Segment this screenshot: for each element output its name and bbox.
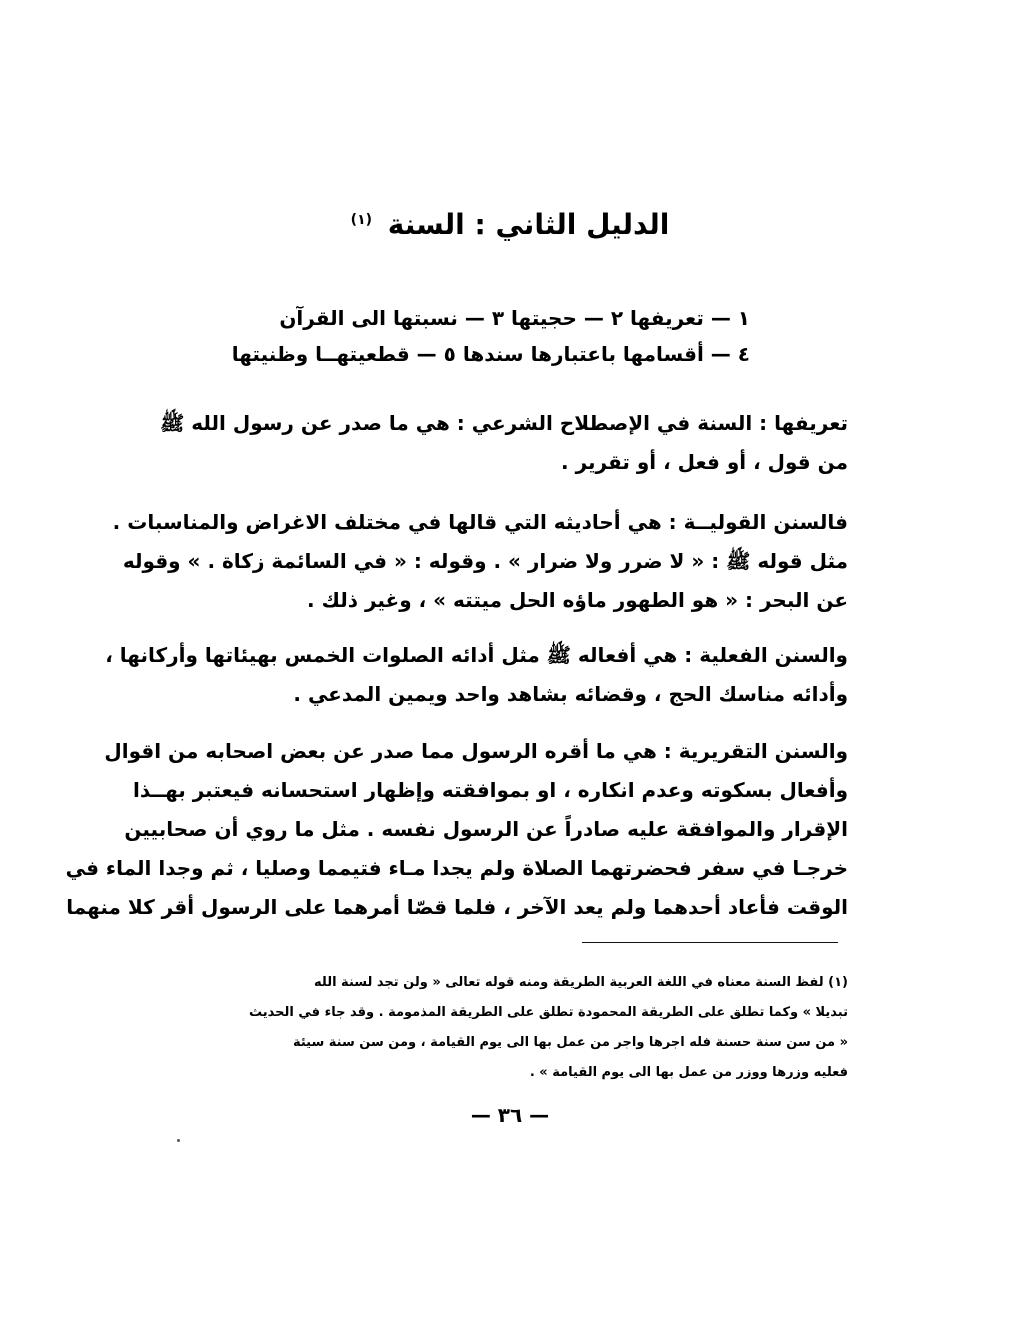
- text-line: والسنن الفعلية : هي أفعاله ﷺ مثل أدائه الصلوات الخمس بهيئاتها وأركانها ،: [105, 643, 848, 667]
- footnote: [183, 968, 848, 1088]
- text-line: الوقت فأعاد أحدهما ولم يعد الآخر ، فلما قصّا أمرهما على الرسول أقر كلا منهما: [66, 895, 848, 919]
- text-line: عن البحر : « هو الطهور ماؤه الحل ميتته » ، وغير ذلك .: [307, 588, 848, 612]
- topics-list: [231, 300, 750, 372]
- topics-line: ١ — تعريفها ٢ — حجيتها ٣ — نسبتها الى القرآن: [279, 306, 750, 330]
- paragraph-approval-sunnah: [65, 732, 848, 927]
- text-line: فالسنن القوليــة : هي أحاديثه التي قالها في مختلف الاغراض والمناسبات .: [112, 510, 848, 534]
- topics-line: ٤ — أقسامها باعتبارها سندها ٥ — قطعيتهــا وظنيتها: [231, 342, 750, 366]
- chapter-title-text: الدليل الثاني : السنة: [387, 208, 670, 241]
- footnote-separator: [582, 942, 838, 943]
- scan-speck: [177, 1139, 180, 1142]
- text-line: وأدائه مناسك الحج ، وقضائه بشاهد واحد ويمين المدعي .: [293, 682, 848, 706]
- footnote-reference: (١): [350, 211, 373, 228]
- text-line: من قول ، أو فعل ، أو تقرير .: [561, 450, 848, 474]
- text-line: تعريفها : السنة في الإصطلاح الشرعي : هي ما صدر عن رسول الله ﷺ: [160, 411, 848, 435]
- chapter-title: [0, 208, 1020, 241]
- text-line: خرجـا في سفر فحضرتهما الصلاة ولم يجدا مـاء فتيمما وصليا ، ثم وجدا الماء في: [65, 856, 848, 880]
- paragraph-definition: [160, 404, 848, 482]
- text-line: الإقرار والموافقة عليه صادراً عن الرسول نفسه . مثل ما روي أن صحابيين: [124, 817, 848, 841]
- footnote-line: (١) لفظ السنة معناه في اللغة العربية الطريقة ومنه قوله تعالى « ولن تجد لسنة الله: [314, 975, 848, 990]
- text-line: مثل قوله ﷺ : « لا ضرر ولا ضرار » . وقوله : « في السائمة زكاة . » وقوله: [122, 549, 848, 573]
- footnote-line: تبديلا » وكما تطلق على الطريقة المحمودة تطلق على الطريقة المذمومة . وقد جاء في الحديث: [249, 1005, 848, 1020]
- paragraph-verbal-sunnah: [112, 503, 848, 620]
- text-line: والسنن التقريرية : هي ما أقره الرسول مما صدر عن بعض اصحابه من اقوال: [104, 739, 848, 763]
- text-line: وأفعال بسكوته وعدم انكاره ، او بموافقته وإظهار استحسانه فيعتبر بهــذا: [132, 778, 848, 802]
- footnote-line: فعليه وزرها ووزر من عمل بها الى يوم القيامة » .: [529, 1065, 848, 1080]
- footnote-line: « من سن سنة حسنة فله اجرها واجر من عمل بها الى يوم القيامة ، ومن سن سنة سيئة: [292, 1035, 848, 1050]
- page-number: — ٣٦ —: [470, 1103, 550, 1127]
- paragraph-practical-sunnah: [105, 636, 848, 714]
